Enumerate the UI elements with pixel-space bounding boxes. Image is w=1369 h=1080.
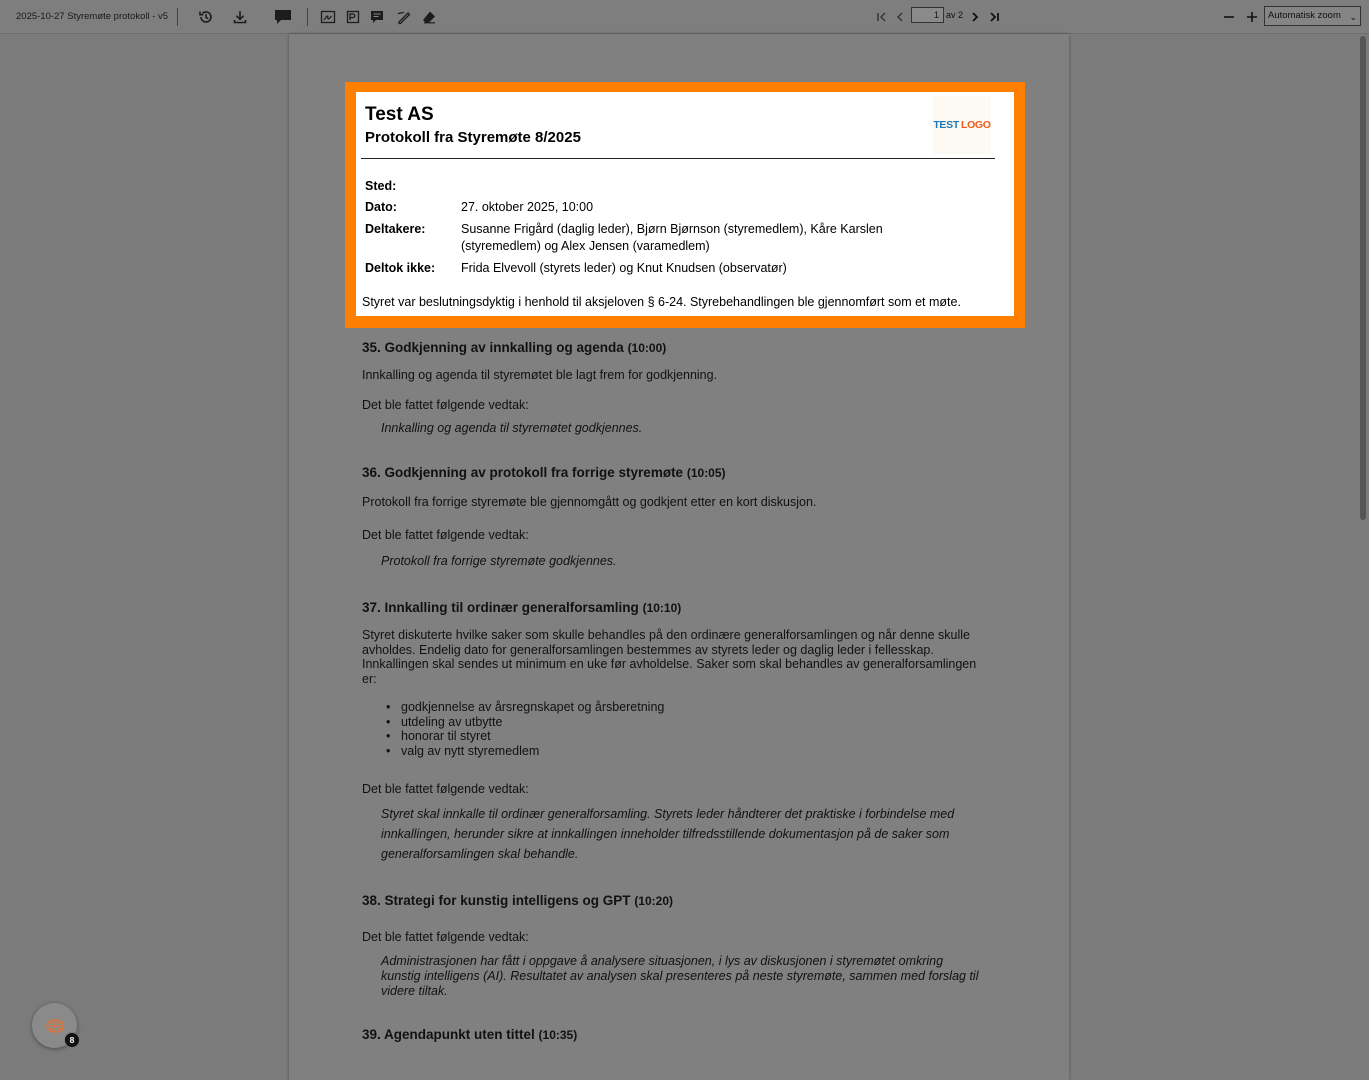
previous-page-icon[interactable]	[889, 7, 911, 27]
logo-text-left: TEST	[933, 119, 959, 131]
company-name: Test AS	[365, 104, 434, 125]
item-text-line: er:	[362, 672, 377, 686]
vedtak-label: Det ble fattet følgende vedtak:	[362, 782, 529, 796]
heading-text: 35. Godkjenning av innkalling og agenda	[362, 340, 624, 355]
deltok-ikke-label: Deltok ikke:	[365, 261, 436, 275]
vedtak-label: Det ble fattet følgende vedtak:	[362, 528, 529, 542]
document-title: 2025-10-27 Styremøte protokoll - v5	[16, 11, 169, 22]
brain-icon	[44, 1018, 66, 1034]
toolbar-divider	[177, 8, 178, 26]
item-text: Protokoll fra forrige styremøte ble gjennomgått og godkjent etter en kort diskusjon.	[362, 495, 817, 509]
vedtak-label: Det ble fattet følgende vedtak:	[362, 398, 529, 412]
signature-icon[interactable]	[317, 7, 339, 27]
protocol-title: Protokoll fra Styremøte 8/2025	[365, 129, 581, 146]
zoom-out-icon[interactable]	[1218, 7, 1240, 27]
header-divider	[361, 158, 995, 159]
dato-value: 27. oktober 2025, 10:00	[461, 200, 594, 214]
notification-badge: 8	[64, 1032, 80, 1048]
deltakere-value: Susanne Frigård (daglig leder), Bjørn Bjørnson (styremedlem), Kåre Karslen (styremedlem) og Alex Jensen (varamedlem)	[461, 222, 883, 253]
history-icon[interactable]	[195, 7, 217, 27]
draw-icon[interactable]	[393, 7, 415, 27]
viewer-toolbar	[0, 0, 1369, 34]
heading-time: (10:35)	[538, 1028, 578, 1042]
vedtak-text-line: Administrasjonen har fått i oppgave å analysere situasjonen, i lys av diskusjonen i styremøtet omkring	[381, 954, 944, 968]
item-text: Innkalling og agenda til styremøtet ble lagt frem for godkjenning.	[362, 368, 718, 382]
logo-text-right: LOGO	[960, 119, 991, 131]
deltakere-label: Deltakere:	[365, 222, 426, 236]
image-insert-icon[interactable]	[342, 7, 364, 27]
page-number-input[interactable]: 1	[911, 7, 944, 23]
scrollbar-thumb[interactable]	[1360, 36, 1366, 520]
item-text-line: avholdes. Endelig dato for generalforsamlingen bestemmes av styrets leder og daglig leder i fellesskap.	[362, 642, 934, 657]
vedtak-text-line: generalforsamlingen skal behandle.	[381, 847, 579, 861]
agenda-item-heading	[362, 465, 726, 480]
note-icon[interactable]	[366, 7, 388, 27]
chevron-down-icon: ⌄	[1349, 12, 1357, 22]
heading-text: 37. Innkalling til ordinær generalforsamling	[362, 600, 639, 615]
vedtak-text-line: kunstig intelligens (AI). Resultatet av analysen skal presenteres på neste styremøte, sammen med forslag til	[381, 969, 979, 983]
zoom-in-icon[interactable]	[1241, 7, 1263, 27]
download-icon[interactable]	[229, 7, 251, 27]
list-item: • utdeling av utbytte	[401, 715, 502, 729]
heading-text: 38. Strategi for kunstig intelligens og GPT	[362, 893, 631, 908]
agenda-item-heading	[362, 1027, 577, 1042]
heading-time: (10:05)	[686, 466, 726, 480]
heading-time: (10:00)	[627, 341, 667, 355]
sted-label: Sted:	[365, 179, 397, 193]
heading-text: 39. Agendapunkt uten tittel	[362, 1027, 535, 1042]
list-item: • godkjennelse av årsregnskapet og årsberetning	[401, 700, 664, 714]
item-text-line: Innkallingen skal sendes ut minimum en uke før avholdelse. Saker som skal behandles av generalforsamlingen	[362, 657, 977, 671]
comments-icon[interactable]	[272, 7, 294, 27]
heading-time: (10:20)	[634, 894, 673, 908]
agenda-item-heading	[362, 893, 673, 908]
vedtak-text: Protokoll fra forrige styremøte godkjennes.	[381, 554, 617, 568]
vedtak-text-line: videre tiltak.	[381, 984, 448, 998]
vedtak-text-line: innkallingen, herunder sikre at innkallingen inneholder tilfredsstillende dokumentasjon på de saker som	[381, 827, 950, 841]
zoom-select-value: Automatisk zoom	[1268, 10, 1341, 21]
vedtak-label: Det ble fattet følgende vedtak:	[362, 930, 529, 944]
list-item: • valg av nytt styremedlem	[401, 744, 539, 758]
eraser-icon[interactable]	[418, 7, 440, 27]
vedtak-text-line: Styret skal innkalle til ordinær generalforsamling. Styrets leder håndterer det praktiske i forbindelse med	[381, 807, 955, 821]
agenda-item-heading	[362, 600, 681, 615]
quorum-statement: Styret var beslutningsdyktig i henhold til aksjeloven § 6-24. Styrebehandlingen ble gjennomført som et møte.	[362, 295, 961, 309]
page-count: av 2	[946, 10, 964, 20]
deltok-ikke-value: Frida Elvevoll (styrets leder) og Knut Knudsen (observatør)	[461, 261, 787, 275]
zoom-select[interactable]	[1264, 6, 1361, 26]
last-page-icon[interactable]	[983, 7, 1005, 27]
item-text-line: Styret diskuterte hvilke saker som skulle behandles på den ordinære generalforsamlingen og når denne skulle	[362, 628, 970, 642]
list-item: • honorar til styret	[401, 729, 491, 743]
heading-time: (10:10)	[642, 601, 682, 615]
toolbar-divider	[307, 8, 308, 26]
dato-label: Dato:	[365, 200, 397, 214]
agenda-item-heading	[362, 340, 666, 355]
vedtak-text: Innkalling og agenda til styremøtet godkjennes.	[381, 421, 643, 435]
heading-text: 36. Godkjenning av protokoll fra forrige styremøte	[362, 465, 684, 480]
company-logo	[933, 96, 991, 154]
